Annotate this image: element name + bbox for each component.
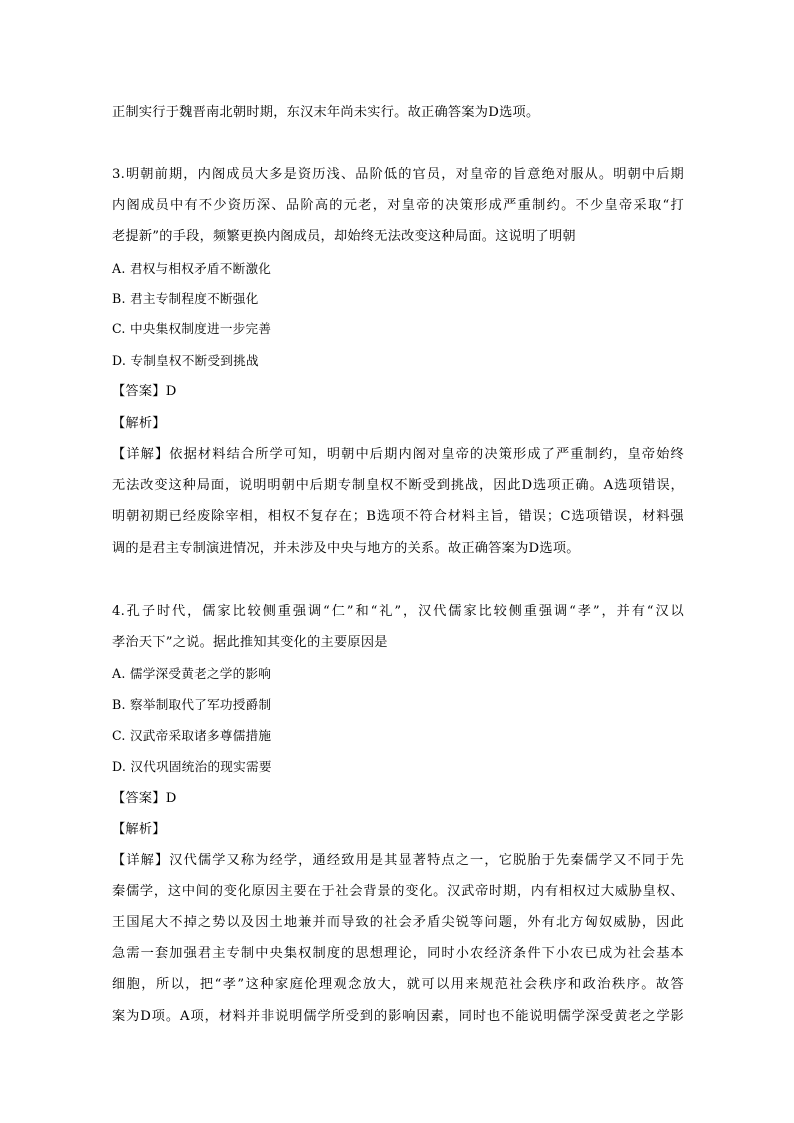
q3-option-c: C. 中央集权制度进一步完善: [112, 321, 272, 336]
q3-detail-line-2: 无法改变这种局面，说明明朝中后期专制皇权不断受到挑战，因此D选项正确。A选项错误，: [112, 478, 684, 493]
q4-option-c: C. 汉武帝采取诸多尊儒措施: [112, 728, 272, 743]
q3-detail-line-1: 【详解】依据材料结合所学可知，明朝中后期内阁对皇帝的决策形成了严重制约，皇帝始终: [112, 447, 684, 462]
q4-answer: 【答案】D: [112, 791, 177, 806]
q4-analysis-label: 【解析】: [112, 822, 166, 837]
q3-stem-line-2: 内阁成员中有不少资历深、品阶高的元老，对皇帝的决策形成严重制约。不少皇帝采取“打: [112, 198, 684, 213]
prev-explanation-tail: 正制实行于魏晋南北朝时期，东汉末年尚未实行。故正确答案为D选项。: [112, 105, 540, 120]
q3-option-b: B. 君主专制程度不断强化: [112, 291, 259, 306]
q3-option-d: D. 专制皇权不断受到挑战: [112, 353, 259, 368]
q4-detail-line-6: 案为D项。A项，材料并非说明儒学所受到的影响因素，同时也不能说明儒学深受黄老之学影: [112, 1009, 684, 1024]
q4-detail-line-2: 秦儒学，这中间的变化原因主要在于社会背景的变化。汉武帝时期，内有相权过大威胁皇权、: [112, 884, 684, 899]
q3-stem-line-1: 3.明朝前期，内阁成员大多是资历浅、品阶低的官员，对皇帝的旨意绝对服从。明朝中后期: [112, 167, 684, 182]
q4-option-a: A. 儒学深受黄老之学的影响: [112, 666, 272, 681]
q4-stem-line-2: 孝治天下”之说。据此推知其变化的主要原因是: [112, 635, 388, 650]
q4-detail-line-1: 【详解】汉代儒学又称为经学，通经致用是其显著特点之一，它脱胎于先秦儒学又不同于先: [112, 853, 684, 868]
q4-detail-line-5: 细胞，所以，把“孝”这种家庭伦理观念放大，就可以用来规范社会秩序和政治秩序。故答: [112, 977, 684, 992]
q3-detail-line-3: 明朝初期已经废除宰相，相权不复存在；B选项不符合材料主旨，错误；C选项错误，材料强: [112, 509, 684, 524]
q3-detail-line-4: 调的是君主专制演进情况，并未涉及中央与地方的关系。故正确答案为D选项。: [112, 541, 580, 556]
q4-detail-line-4: 急需一套加强君主专制中央集权制度的思想理论，同时小农经济条件下小农已成为社会基本: [112, 946, 684, 961]
q4-option-d: D. 汉代巩固统治的现实需要: [112, 759, 272, 774]
q3-option-a: A. 君权与相权矛盾不断激化: [112, 261, 272, 276]
q4-stem-line-1: 4.孔子时代，儒家比较侧重强调“仁”和“礼”，汉代儒家比较侧重强调“孝”，并有“汉以: [112, 604, 684, 619]
q3-analysis-label: 【解析】: [112, 416, 166, 431]
q3-stem-line-3: 老提新”的手段，频繁更换内阁成员，却始终无法改变这种局面。这说明了明朝: [112, 229, 576, 244]
q4-option-b: B. 察举制取代了军功授爵制: [112, 697, 272, 712]
q3-answer: 【答案】D: [112, 384, 177, 399]
q4-detail-line-3: 王国尾大不掉之势以及因土地兼并而导致的社会矛盾尖锐等问题，外有北方匈奴威胁，因此: [112, 915, 684, 930]
